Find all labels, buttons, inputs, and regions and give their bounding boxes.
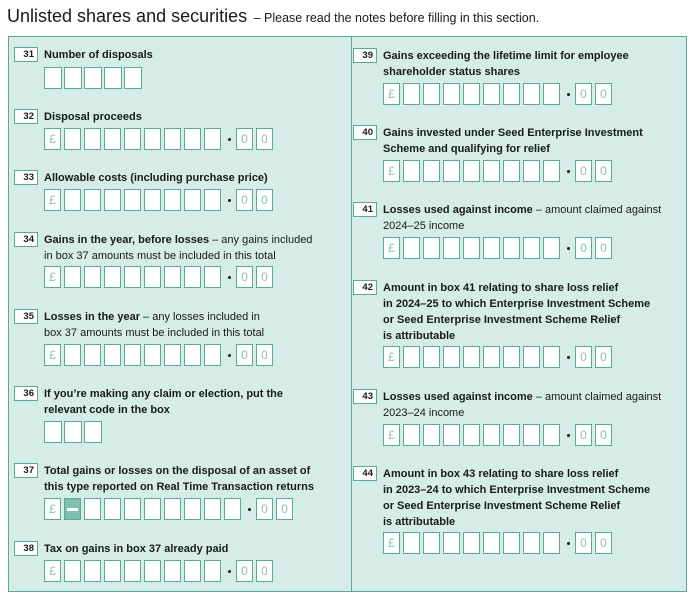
digit-box[interactable] <box>104 189 121 211</box>
decimal-point <box>567 170 570 173</box>
digit-box[interactable] <box>84 560 101 582</box>
digit-box[interactable] <box>423 237 440 259</box>
pence-box[interactable]: 0 <box>256 560 273 582</box>
digit-box[interactable] <box>84 498 101 520</box>
digit-box[interactable] <box>104 344 121 366</box>
decimal-point <box>228 354 231 357</box>
pound-box[interactable]: £ <box>383 532 400 554</box>
pence-box[interactable]: 0 <box>276 498 293 520</box>
minus-sign-box[interactable] <box>64 498 81 520</box>
box-number: 40 <box>353 125 377 140</box>
box-label: Tax on gains in box 37 already paid <box>44 543 229 555</box>
digit-box[interactable] <box>64 266 81 288</box>
digit-box[interactable] <box>124 128 141 150</box>
disposal-proceeds-input[interactable] <box>44 128 276 150</box>
decimal-point <box>248 508 251 511</box>
digit-box[interactable] <box>44 67 62 89</box>
pence-box[interactable]: 0 <box>575 532 592 554</box>
digit-box[interactable] <box>164 128 181 150</box>
digit-box[interactable] <box>523 424 540 446</box>
losses-against-income-2024-25-input[interactable] <box>383 237 615 259</box>
box-number: 44 <box>353 466 377 481</box>
digit-box[interactable] <box>443 160 460 182</box>
digit-box[interactable] <box>124 266 141 288</box>
digit-box[interactable] <box>463 424 480 446</box>
pence-box[interactable]: 0 <box>256 266 273 288</box>
box-label: Number of disposals <box>44 49 153 61</box>
digit-box[interactable] <box>543 83 560 105</box>
pence-box[interactable]: 0 <box>575 160 592 182</box>
box-label: Amount in box 41 relating to share loss relief in 2024–25 to which Enterprise Investment Scheme or Seed Enterprise Investment Scheme Relief is attributable <box>383 282 651 342</box>
pound-box[interactable]: £ <box>44 498 61 520</box>
digit-box[interactable] <box>224 498 241 520</box>
digit-box[interactable] <box>104 498 121 520</box>
digit-box[interactable] <box>164 344 181 366</box>
box-number: 38 <box>14 541 38 556</box>
digit-box[interactable] <box>104 67 122 89</box>
digit-box[interactable] <box>443 532 460 554</box>
pound-box[interactable]: £ <box>44 266 61 288</box>
digit-box[interactable] <box>164 498 181 520</box>
digit-box[interactable] <box>483 83 500 105</box>
digit-box[interactable] <box>144 189 161 211</box>
digit-box[interactable] <box>543 237 560 259</box>
digit-box[interactable] <box>64 128 81 150</box>
pence-box[interactable]: 0 <box>256 344 273 366</box>
digit-box[interactable] <box>44 421 62 443</box>
pence-box[interactable]: 0 <box>595 532 612 554</box>
digit-box[interactable] <box>463 160 480 182</box>
decimal-point <box>567 247 570 250</box>
pence-box[interactable]: 0 <box>256 498 273 520</box>
digit-box[interactable] <box>443 346 460 368</box>
digit-box[interactable] <box>423 160 440 182</box>
pence-box[interactable]: 0 <box>595 160 612 182</box>
digit-box[interactable] <box>144 498 161 520</box>
pound-box[interactable]: £ <box>44 560 61 582</box>
digit-box[interactable] <box>84 344 101 366</box>
box-label: Gains invested under Seed Enterprise Investment Scheme and qualifying for relief <box>383 127 643 155</box>
digit-box[interactable] <box>124 344 141 366</box>
digit-box[interactable] <box>543 160 560 182</box>
pound-box[interactable]: £ <box>44 128 61 150</box>
digit-box[interactable] <box>523 346 540 368</box>
box-label: Losses used against income – amount claimed against 2024–25 income <box>383 204 662 232</box>
digit-box[interactable] <box>184 128 201 150</box>
section-header <box>7 6 539 27</box>
digit-box[interactable] <box>403 160 420 182</box>
pence-box[interactable]: 0 <box>236 128 253 150</box>
digit-box[interactable] <box>443 424 460 446</box>
digit-box[interactable] <box>84 67 102 89</box>
digit-box[interactable] <box>84 266 101 288</box>
digit-box[interactable] <box>104 266 121 288</box>
digit-box[interactable] <box>164 189 181 211</box>
digit-box[interactable] <box>523 532 540 554</box>
pence-box[interactable]: 0 <box>256 128 273 150</box>
pence-box[interactable]: 0 <box>575 83 592 105</box>
digit-box[interactable] <box>144 344 161 366</box>
digit-box[interactable] <box>403 532 420 554</box>
digit-box[interactable] <box>523 237 540 259</box>
digit-box[interactable] <box>64 560 81 582</box>
digit-box[interactable] <box>423 424 440 446</box>
digit-box[interactable] <box>463 237 480 259</box>
pound-box[interactable]: £ <box>44 189 61 211</box>
digit-box[interactable] <box>124 560 141 582</box>
box-number: 31 <box>14 47 38 62</box>
digit-box[interactable] <box>144 266 161 288</box>
pound-box[interactable]: £ <box>383 424 400 446</box>
digit-box[interactable] <box>204 128 221 150</box>
digit-box[interactable] <box>84 421 102 443</box>
digit-box[interactable] <box>483 346 500 368</box>
disposals-count-input[interactable] <box>44 67 144 89</box>
decimal-point <box>228 276 231 279</box>
digit-box[interactable] <box>543 532 560 554</box>
pence-box[interactable]: 0 <box>236 560 253 582</box>
digit-box[interactable] <box>503 160 520 182</box>
box-label: If you’re making any claim or election, put the relevant code in the box <box>44 388 283 416</box>
digit-box[interactable] <box>523 160 540 182</box>
pence-box[interactable]: 0 <box>236 344 253 366</box>
box-label: Gains exceeding the lifetime limit for employee shareholder status shares <box>383 50 629 78</box>
tax-already-paid-input[interactable] <box>44 560 276 582</box>
digit-box[interactable] <box>443 237 460 259</box>
box-number: 43 <box>353 389 377 404</box>
digit-box[interactable] <box>184 344 201 366</box>
pound-box[interactable]: £ <box>383 160 400 182</box>
digit-box[interactable] <box>184 560 201 582</box>
digit-box[interactable] <box>443 83 460 105</box>
digit-box[interactable] <box>184 189 201 211</box>
box-number: 37 <box>14 463 38 478</box>
seis-gains-input[interactable] <box>383 160 615 182</box>
digit-box[interactable] <box>463 346 480 368</box>
pound-box[interactable]: £ <box>383 237 400 259</box>
box-number: 42 <box>353 280 377 295</box>
digit-box[interactable] <box>523 83 540 105</box>
digit-box[interactable] <box>184 266 201 288</box>
pence-box[interactable]: 0 <box>236 266 253 288</box>
box-number: 41 <box>353 202 377 217</box>
decimal-point <box>567 93 570 96</box>
digit-box[interactable] <box>104 128 121 150</box>
digit-box[interactable] <box>423 532 440 554</box>
lifetime-limit-gains-input[interactable] <box>383 83 615 105</box>
digit-box[interactable] <box>503 532 520 554</box>
box-number: 32 <box>14 109 38 124</box>
decimal-point <box>567 542 570 545</box>
digit-box[interactable] <box>204 344 221 366</box>
pence-box[interactable]: 0 <box>256 189 273 211</box>
box-label: Allowable costs (including purchase price) <box>44 172 268 184</box>
allowable-costs-input[interactable] <box>44 189 276 211</box>
digit-box[interactable] <box>184 498 201 520</box>
digit-box[interactable] <box>463 83 480 105</box>
box-number: 35 <box>14 309 38 324</box>
box-number: 33 <box>14 170 38 185</box>
digit-box[interactable] <box>403 83 420 105</box>
pound-box[interactable]: £ <box>383 346 400 368</box>
losses-in-year-input[interactable] <box>44 344 276 366</box>
losses-against-income-2023-24-input[interactable] <box>383 424 615 446</box>
digit-box[interactable] <box>84 189 101 211</box>
box-label: Losses used against income – amount claimed against 2023–24 income <box>383 391 662 419</box>
decimal-point <box>228 199 231 202</box>
digit-box[interactable] <box>503 346 520 368</box>
pound-box[interactable]: £ <box>44 344 61 366</box>
decimal-point <box>567 356 570 359</box>
decimal-point <box>567 434 570 437</box>
pence-box[interactable]: 0 <box>595 346 612 368</box>
pence-box[interactable]: 0 <box>575 424 592 446</box>
pence-box[interactable]: 0 <box>595 237 612 259</box>
digit-box[interactable] <box>144 128 161 150</box>
digit-box[interactable] <box>483 160 500 182</box>
pence-box[interactable]: 0 <box>236 189 253 211</box>
digit-box[interactable] <box>483 532 500 554</box>
pence-box[interactable]: 0 <box>575 237 592 259</box>
digit-box[interactable] <box>104 560 121 582</box>
box-number: 39 <box>353 48 377 63</box>
gains-before-losses-input[interactable] <box>44 266 276 288</box>
decimal-point <box>228 570 231 573</box>
digit-box[interactable] <box>144 560 161 582</box>
box-number: 34 <box>14 232 38 247</box>
digit-box[interactable] <box>64 421 82 443</box>
digit-box[interactable] <box>403 424 420 446</box>
digit-box[interactable] <box>543 424 560 446</box>
section-subtitle: – Please read the notes before filling in this section. <box>253 11 540 25</box>
digit-box[interactable] <box>204 560 221 582</box>
digit-box[interactable] <box>204 266 221 288</box>
digit-box[interactable] <box>124 67 142 89</box>
digit-box[interactable] <box>204 498 221 520</box>
digit-box[interactable] <box>503 424 520 446</box>
box-label: Amount in box 43 relating to share loss relief in 2023–24 to which Enterprise Investment Scheme or Seed Enterprise Investment Scheme Relief is attributable <box>383 468 651 528</box>
box-label: Losses in the year – any losses included in box 37 amounts must be included in this total <box>44 311 265 339</box>
section-title: Unlisted shares and securities <box>7 6 248 26</box>
digit-box[interactable] <box>423 83 440 105</box>
box-label: Total gains or losses on the disposal of an asset of this type reported on Real Time Transaction returns <box>44 465 314 493</box>
box-label: Disposal proceeds <box>44 111 142 123</box>
digit-box[interactable] <box>483 237 500 259</box>
digit-box[interactable] <box>64 344 81 366</box>
rtt-gains-losses-input[interactable] <box>44 498 296 520</box>
eis-relief-2024-25-input[interactable] <box>383 346 615 368</box>
digit-box[interactable] <box>64 67 82 89</box>
digit-box[interactable] <box>164 266 181 288</box>
digit-box[interactable] <box>483 424 500 446</box>
pence-box[interactable]: 0 <box>595 83 612 105</box>
column-divider <box>351 36 352 592</box>
claim-code-input[interactable] <box>44 421 104 443</box>
digit-box[interactable] <box>124 498 141 520</box>
digit-box[interactable] <box>204 189 221 211</box>
eis-relief-2023-24-input[interactable] <box>383 532 615 554</box>
digit-box[interactable] <box>164 560 181 582</box>
digit-box[interactable] <box>64 189 81 211</box>
digit-box[interactable] <box>124 189 141 211</box>
digit-box[interactable] <box>463 532 480 554</box>
pence-box[interactable]: 0 <box>595 424 612 446</box>
box-number: 36 <box>14 386 38 401</box>
digit-box[interactable] <box>503 83 520 105</box>
digit-box[interactable] <box>84 128 101 150</box>
box-label: Gains in the year, before losses – any gains included in box 37 amounts must be included in this total <box>44 234 313 262</box>
pence-box[interactable]: 0 <box>575 346 592 368</box>
digit-box[interactable] <box>423 346 440 368</box>
decimal-point <box>228 138 231 141</box>
digit-box[interactable] <box>543 346 560 368</box>
digit-box[interactable] <box>403 237 420 259</box>
digit-box[interactable] <box>403 346 420 368</box>
pound-box[interactable]: £ <box>383 83 400 105</box>
digit-box[interactable] <box>503 237 520 259</box>
